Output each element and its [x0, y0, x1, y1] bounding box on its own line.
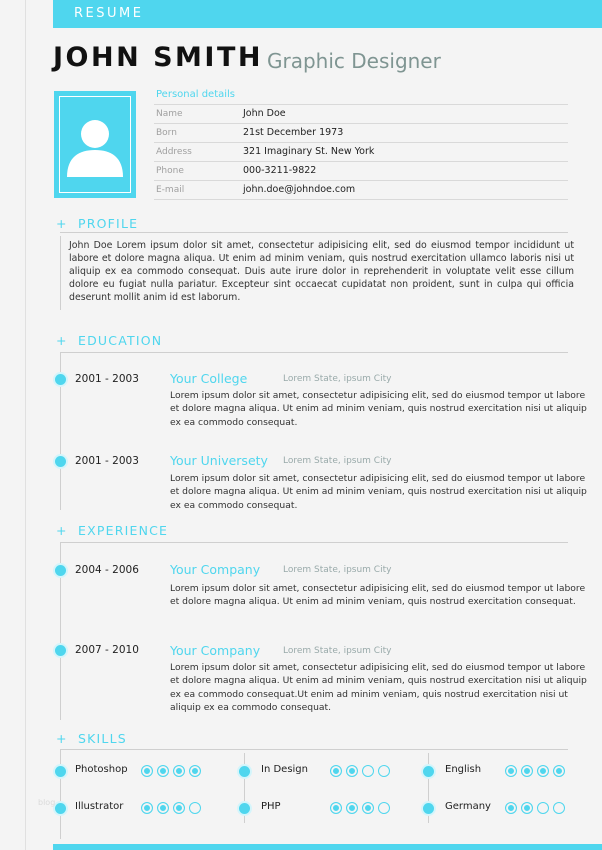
personal-detail-value: 321 Imaginary St. New York: [243, 146, 375, 157]
education-date: 2001 - 2003: [75, 373, 139, 385]
timeline-dot-icon: [55, 645, 66, 656]
skills-divider: [60, 749, 568, 750]
skill-rating-empty-icon: [378, 765, 390, 777]
education-location: Lorem State, ipsum City: [283, 374, 392, 384]
skill-bullet-icon: [239, 766, 250, 777]
skill-bullet-icon: [239, 803, 250, 814]
personal-detail-key: Phone: [156, 166, 184, 176]
skills-title: SKILLS: [78, 731, 127, 746]
watermark: blog: [38, 798, 56, 807]
banner-label: RESUME: [74, 6, 144, 21]
plus-icon: +: [56, 731, 68, 746]
personal-detail-key: E-mail: [156, 185, 185, 195]
personal-detail-key: Name: [156, 109, 183, 119]
experience-heading: [56, 523, 168, 538]
skill-rating-filled-icon: [521, 802, 533, 814]
skill-name: Germany: [445, 801, 491, 812]
education-location: Lorem State, ipsum City: [283, 456, 392, 466]
skill-rating-empty-icon: [378, 802, 390, 814]
profile-text: John Doe Lorem ipsum dolor sit amet, consectetur adipisicing elit, sed do eiusmod tempor incididunt ut labore et dolore magna aliqua. Ut enim ad minim veniam, quis nostrud exercitation ullamco laboris nisi ut aliquip ex ea commodo consequat. Duis aute irure dolor in reprehenderit in voluptate velit esse cillum dolore eu fugiat nulla pariatur. Excepteur sint occaecat cupidatat non proident, sunt in culpa qui officia deserunt mollit anim id est laborum.: [69, 240, 574, 303]
skill-rating-filled-icon: [173, 802, 185, 814]
skill-name: English: [445, 764, 482, 775]
experience-title: Your Company: [170, 562, 261, 577]
skill-bullet-icon: [55, 803, 66, 814]
skill-rating-filled-icon: [553, 765, 565, 777]
job-role: Graphic Designer: [267, 49, 441, 73]
skill-rating-empty-icon: [362, 765, 374, 777]
skill-rating-filled-icon: [505, 802, 517, 814]
skill-rating-filled-icon: [505, 765, 517, 777]
skill-rating-filled-icon: [362, 802, 374, 814]
skill-rating-filled-icon: [537, 765, 549, 777]
personal-detail-key: Address: [156, 147, 192, 157]
profile-divider: [60, 232, 568, 233]
skill-rating-filled-icon: [346, 802, 358, 814]
personal-detail-row: [154, 181, 568, 200]
personal-detail-row: [154, 162, 568, 181]
skill-bullet-icon: [423, 766, 434, 777]
experience-title: Your Company: [170, 643, 261, 658]
experience-description: Lorem ipsum dolor sit amet, consectetur adipisicing elit, sed do eiusmod tempor ut labore et dolore magna aliqua. Ut enim ad minim veniam, quis nostrud exercitation consequat.: [170, 583, 586, 608]
personal-detail-row: [154, 124, 568, 143]
skill-rating-filled-icon: [173, 765, 185, 777]
personal-detail-value: 000-3211-9822: [243, 165, 317, 176]
skills-heading: [56, 731, 127, 746]
skill-rating-filled-icon: [346, 765, 358, 777]
skill-rating-filled-icon: [157, 802, 169, 814]
skill-rating-filled-icon: [330, 765, 342, 777]
experience-location: Lorem State, ipsum City: [283, 646, 392, 656]
experience-divider: [60, 542, 568, 543]
plus-icon: +: [56, 523, 68, 538]
education-description: Lorem ipsum dolor sit amet, consectetur adipisicing elit, sed do eiusmod tempor ut labore et dolore magna aliqua. Ut enim ad minim veniam, quis nostrud exercitation nisi ut aliquip ex ea commodo consequat.: [170, 390, 587, 428]
experience-location: Lorem State, ipsum City: [283, 565, 392, 575]
skill-rating-empty-icon: [553, 802, 565, 814]
personal-detail-row: [154, 105, 568, 124]
experience-date: 2007 - 2010: [75, 644, 139, 656]
education-date: 2001 - 2003: [75, 455, 139, 467]
personal-detail-value: john.doe@johndoe.com: [243, 184, 356, 195]
personal-details-title: Personal details: [156, 89, 236, 100]
skill-name: PHP: [261, 801, 281, 812]
education-title: Your College: [170, 371, 248, 386]
skill-bullet-icon: [55, 766, 66, 777]
education-title: Your Universety: [170, 453, 268, 468]
personal-detail-value: John Doe: [243, 108, 286, 119]
skill-name: Illustrator: [75, 801, 124, 812]
plus-icon: +: [56, 333, 68, 348]
skill-rating-empty-icon: [537, 802, 549, 814]
experience-title: EXPERIENCE: [78, 523, 169, 538]
experience-description: Lorem ipsum dolor sit amet, consectetur adipisicing elit, sed do eiusmod tempor ut labore et dolore magna aliqua. Ut enim ad minim veniam, quis nostrud exercitation nisi ut aliquip ex ea commodo consequat.Ut enim ad minim veniam, quis nostrud exercitation nisi ut aliquip ex ea commodo consequat.: [170, 662, 587, 714]
timeline-dot-icon: [55, 456, 66, 467]
profile-rule: [60, 236, 61, 310]
left-margin: [0, 0, 26, 850]
resume-banner: [53, 0, 602, 28]
skill-rating-filled-icon: [521, 765, 533, 777]
timeline-dot-icon: [55, 565, 66, 576]
personal-detail-value: 21st December 1973: [243, 127, 344, 138]
bottom-bar: [53, 844, 602, 850]
skill-rating-filled-icon: [141, 802, 153, 814]
profile-photo: [54, 91, 136, 198]
skill-name: In Design: [261, 764, 308, 775]
education-title: EDUCATION: [78, 333, 163, 348]
education-divider: [60, 352, 568, 353]
experience-date: 2004 - 2006: [75, 564, 139, 576]
education-heading: [56, 333, 162, 348]
skill-rating-filled-icon: [141, 765, 153, 777]
full-name: JOHN SMITH: [53, 42, 263, 73]
skill-rating-empty-icon: [189, 802, 201, 814]
profile-heading: [56, 216, 138, 231]
skills-timeline: [60, 749, 61, 839]
skill-name: Photoshop: [75, 764, 128, 775]
skill-rating-filled-icon: [330, 802, 342, 814]
timeline-dot-icon: [55, 374, 66, 385]
personal-detail-key: Born: [156, 128, 177, 138]
plus-icon: +: [56, 216, 68, 231]
education-description: Lorem ipsum dolor sit amet, consectetur adipisicing elit, sed do eiusmod tempor ut labore et dolore magna aliqua. Ut enim ad minim veniam, quis nostrud exercitation nisi ut aliquip ex ea commodo consequat.: [170, 473, 587, 511]
profile-title: PROFILE: [78, 216, 139, 231]
skill-rating-filled-icon: [157, 765, 169, 777]
person-silhouette-icon: [57, 94, 133, 195]
skill-bullet-icon: [423, 803, 434, 814]
personal-detail-row: [154, 143, 568, 162]
skill-rating-filled-icon: [189, 765, 201, 777]
